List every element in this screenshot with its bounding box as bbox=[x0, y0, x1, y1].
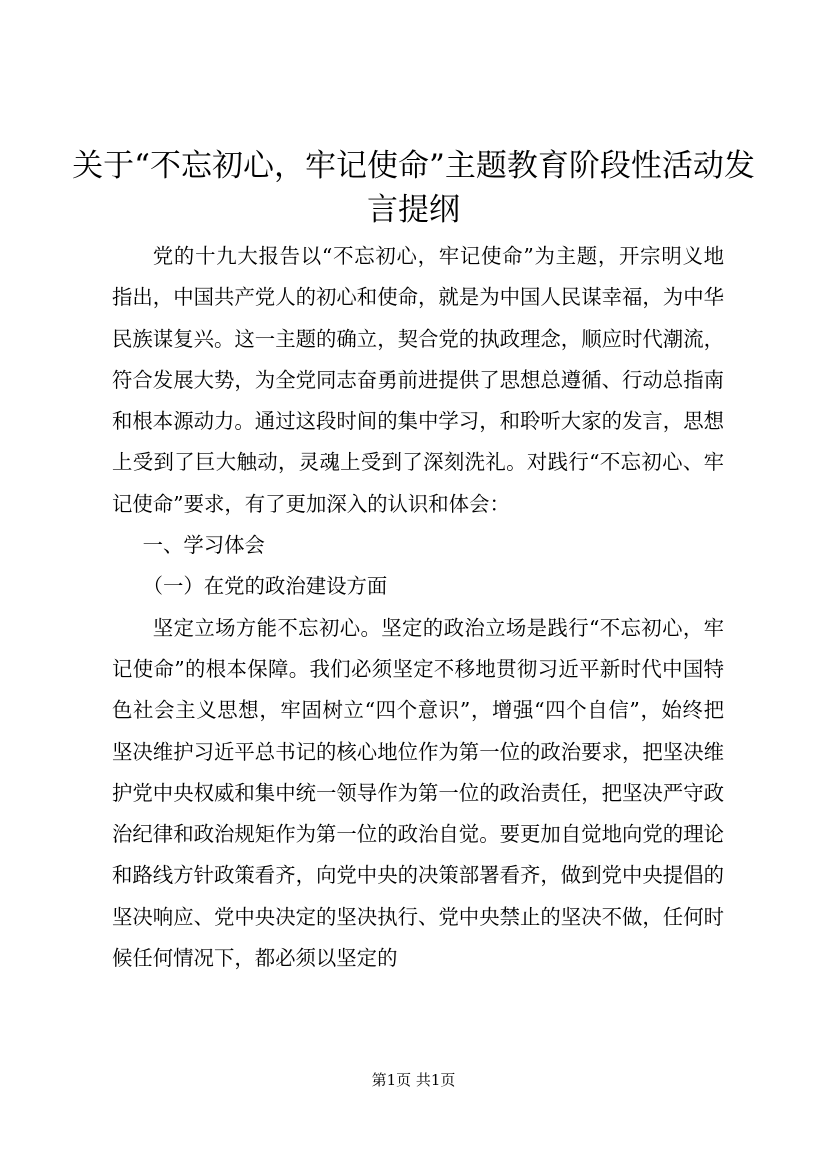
document-title: 关于“不忘初心，牢记使命”主题教育阶段性活动发言提纲 bbox=[72, 148, 755, 228]
document-body bbox=[112, 236, 724, 979]
subsection-heading-political: （一）在党的政治建设方面 bbox=[142, 574, 388, 599]
page-footer: 第1页 共1页 bbox=[371, 1071, 456, 1089]
paragraph-intro: 党的十九大报告以“不忘初心，牢记使命”为主题，开宗明义地指出，中国共产党人的初心和使命，就是为中国人民谋幸福，为中华民族谋复兴。这一主题的确立，契合党的执政理念，顺应时代潮流，符合发展大势，为全党同志奋勇前进提供了思想总遵循、行动总指南和根本源动力。通过这段时间的集中学习，和聆听大家的发言，思想上受到了巨大触动，灵魂上受到了深刻洗礼。对践行“不忘初心、牢记使命”要求，有了更加深入的认识和体会： bbox=[112, 244, 724, 516]
section-heading-learning: 一、学习体会 bbox=[142, 533, 265, 558]
paragraph-political-stance: 坚定立场方能不忘初心。坚定的政治立场是践行“不忘初心，牢记使命”的根本保障。我们必须坚定不移地贯彻习近平新时代中国特色社会主义思想，牢固树立“四个意识”，增强“四个自信”，始终把坚决维护习近平总书记的核心地位作为第一位的政治要求，把坚决维护党中央权威和集中统一领导作为第一位的政治责任，把坚决严守政治纪律和政治规矩作为第一位的政治自觉。要更加自觉地向党的理论和路线方针政策看齐，向党中央的决策部署看齐，做到党中央提倡的坚决响应、党中央决定的坚决执行、党中央禁止的坚决不做，任何时候任何情况下，都必须以坚定的 bbox=[112, 615, 724, 971]
